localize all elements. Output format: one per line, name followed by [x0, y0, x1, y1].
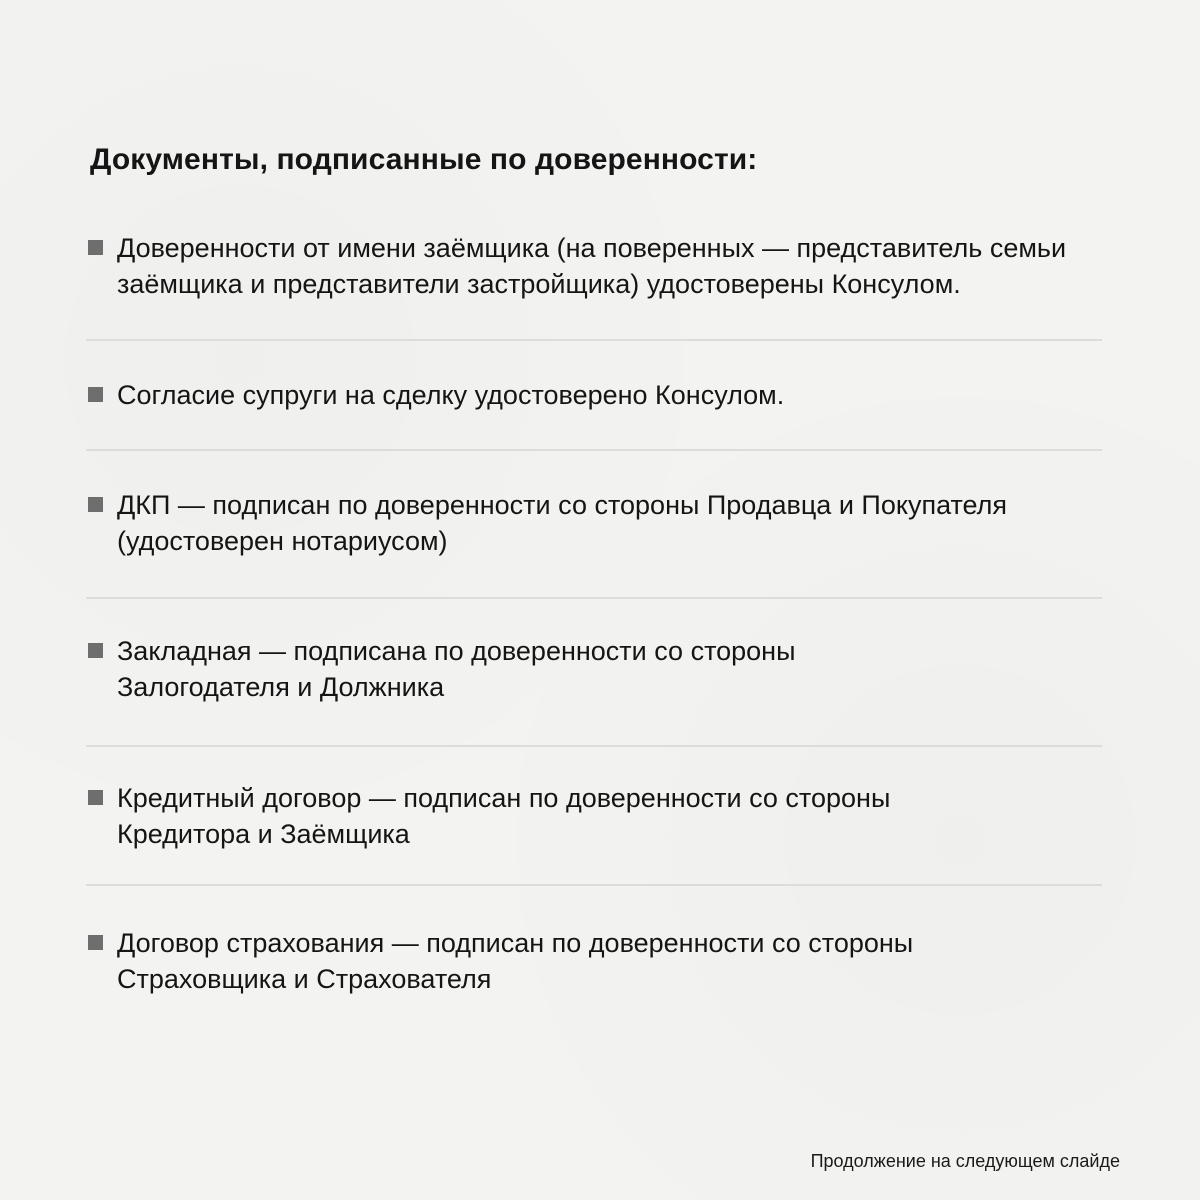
- divider: [86, 745, 1102, 747]
- square-bullet-icon: [88, 643, 103, 658]
- list-item-text: Кредитный договор — подписан по доверенности со стороны Кредитора и Заёмщика: [117, 783, 891, 849]
- divider: [86, 449, 1102, 451]
- list-item-text: Согласие супруги на сделку удостоверено Консулом.: [117, 380, 785, 410]
- page-title: Документы, подписанные по доверенности:: [90, 143, 758, 176]
- square-bullet-icon: [88, 497, 103, 512]
- list-item-text: ДКП — подписан по доверенности со стороны Продавца и Покупателя (удостоверен нотариусом): [117, 490, 1008, 556]
- list-item-text: Договор страхования — подписан по доверенности со стороны Страховщика и Страхователя: [117, 928, 914, 994]
- list-item-text: Закладная — подписана по доверенности со стороны Залогодателя и Должника: [117, 636, 796, 702]
- divider: [86, 339, 1102, 341]
- square-bullet-icon: [88, 935, 103, 950]
- divider: [86, 884, 1102, 886]
- square-bullet-icon: [88, 240, 103, 255]
- list-item-text: Доверенности от имени заёмщика (на поверенных — представитель семьи заёмщика и представители застройщика) удостоверены Консулом.: [117, 233, 1067, 299]
- continuation-note: Продолжение на следующем слайде: [810, 1151, 1120, 1171]
- square-bullet-icon: [88, 790, 103, 805]
- square-bullet-icon: [88, 387, 103, 402]
- divider: [86, 597, 1102, 599]
